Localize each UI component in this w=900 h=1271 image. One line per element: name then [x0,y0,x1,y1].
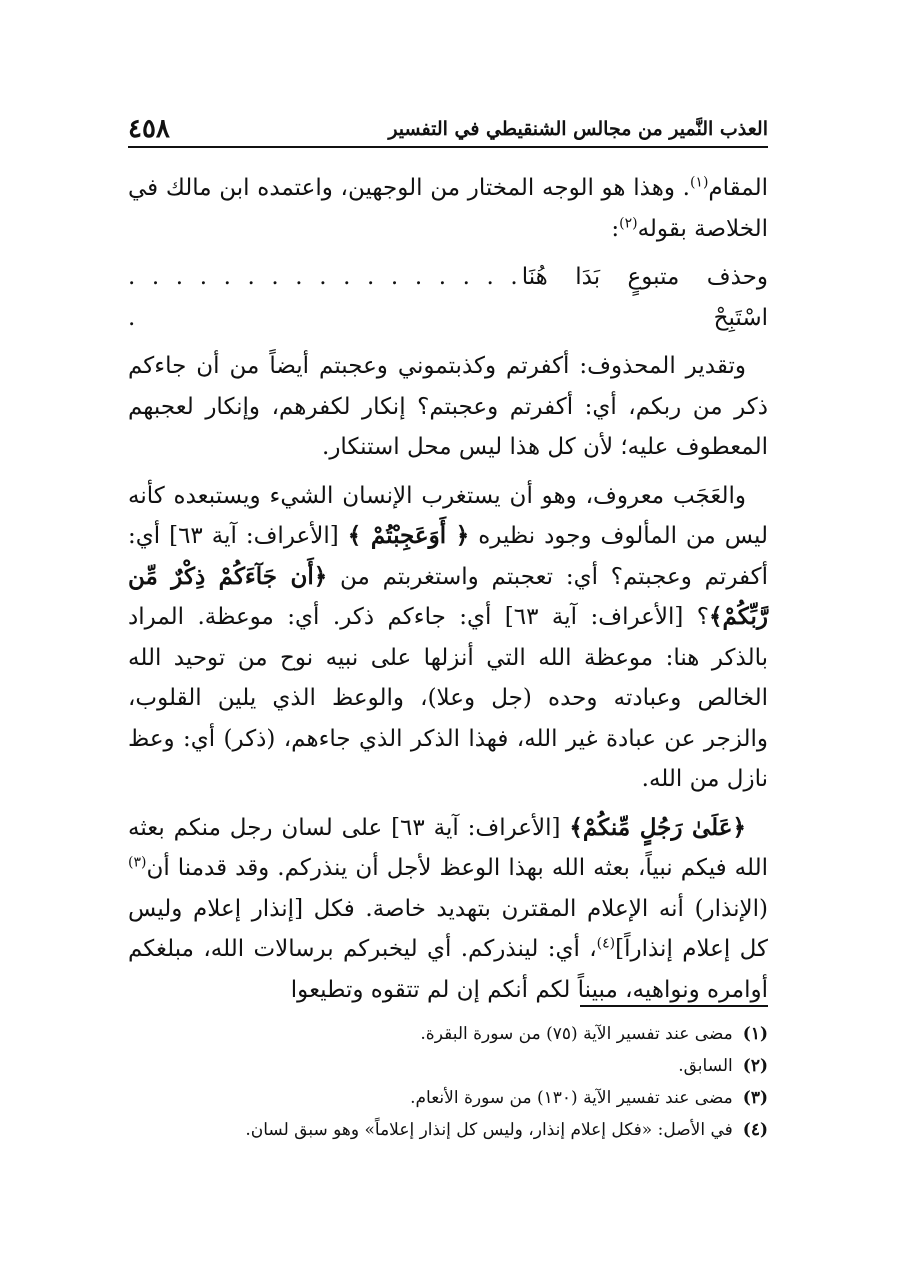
paragraph-1 [128,168,768,249]
footnote-ref: (٢) [619,214,638,231]
footnote-text: مضى عند تفسير الآية (٧٥) من سورة البقرة. [420,1024,733,1044]
verse-second-hemistich: . . . . . . . . . . . . . . . . . . [128,264,522,331]
main-text [128,168,768,1018]
footnote-number: (٣) [742,1088,768,1108]
footnote-separator [580,1005,768,1007]
verse-first-hemistich: وحذف متبوعٍ بَدَا هُنَا اسْتَبِحْ [521,264,768,331]
quran-quote: ﴿ أَوَعَجِبْتُمْ ﴾ [347,522,470,549]
footnote-number: (١) [742,1024,768,1044]
text-run: ؟ [الأعراف: آية ٦٣] أي: جاءكم ذكر. أي: موعظة. المراد بالذكر هنا: موعظة الله التي أنزلها على نبيه نوح من توحيد الله الخالص وعبادته وحده (جل وعلا)، والوعظ الذي يلين القلوب، والزجر عن عبادة غير الله، فهذا الذكر الذي جاءهم، (ذكر) أي: وعظ نازل من الله. [128,604,768,792]
quran-quote: ﴿عَلَىٰ رَجُلٍ مِّنكُمْ﴾ [569,813,746,841]
paragraph-3 [128,476,768,800]
text-run: : [611,215,620,242]
footnote [128,1114,768,1146]
text-run: . وهذا هو الوجه المختار من الوجهين، واعتمده ابن مالك في الخلاصة بقوله [128,175,768,242]
paragraph-2: وتقدير المحذوف: أكفرتم وكذبتموني وعجبتم أيضاً من أن جاءكم ذكر من ربكم، أي: أكفرتم وعجبتم؟ إنكار لكفرهم، وإنكار لعجبهم المعطوف عليه؛ لأن كل هذا ليس محل استنكار. [128,353,768,460]
footnote [128,1082,768,1114]
footnote-ref: (٤) [596,935,616,952]
paragraph-4 [128,808,768,1011]
footnote-number: (٢) [742,1056,768,1076]
text-run: والعَجَب معروف، وهو أن يستغرب الإنسان الشيء ويستبعده كأنه ليس من المألوف وجود نظيره [128,482,768,549]
page-header [128,112,768,148]
footnote [128,1018,768,1050]
text-run: [الأعراف: آية ٦٣] على لسان رجل منكم بعثه الله فيكم نبياً، بعثه الله بهذا الوعظ لأجل أن ينذركم. وقد قدمنا أن [128,814,768,881]
footnote [128,1050,768,1082]
text-run: [الأعراف: آية ٦٣] أي: أكفرتم وعجبتم؟ أي: تعجبتم واستغربتم من [128,523,768,590]
footnote-number: (٤) [742,1120,768,1140]
footnote-text: السابق. [678,1056,733,1076]
footnote-ref: (٣) [128,854,147,871]
text-run: (الإنذار) أنه الإعلام المقترن بتهديد خاصة. فكل [إنذار إعلام وليس كل إعلام إنذاراً] [128,895,769,962]
page-number: ٤٥٨ [128,114,170,144]
footnote-text: في الأصل: «فكل إعلام إنذار، وليس كل إنذار إعلاماً» وهو سبق لسان. [245,1120,733,1140]
footnote-ref: (١) [689,174,709,191]
poetry-verse [128,257,768,338]
footnote-text: مضى عند تفسير الآية (١٣٠) من سورة الأنعام. [410,1088,733,1108]
footnotes [128,1018,768,1146]
running-title: العذب النَّمير من مجالس الشنقيطي في التفسير [388,118,768,140]
text-run: ، أي: لينذركم. أي ليخبركم برسالات الله، مبلغكم أوامره ونواهيه، مبيناً لكم أنكم إن لم تتقوه وتطيعوا [128,936,768,1003]
quran-quote: ﴿أَن جَآءَكُمْ ذِكْرٌ مِّن رَّبِّكُمْ﴾ [128,562,768,630]
text-run: المقام [708,175,768,201]
